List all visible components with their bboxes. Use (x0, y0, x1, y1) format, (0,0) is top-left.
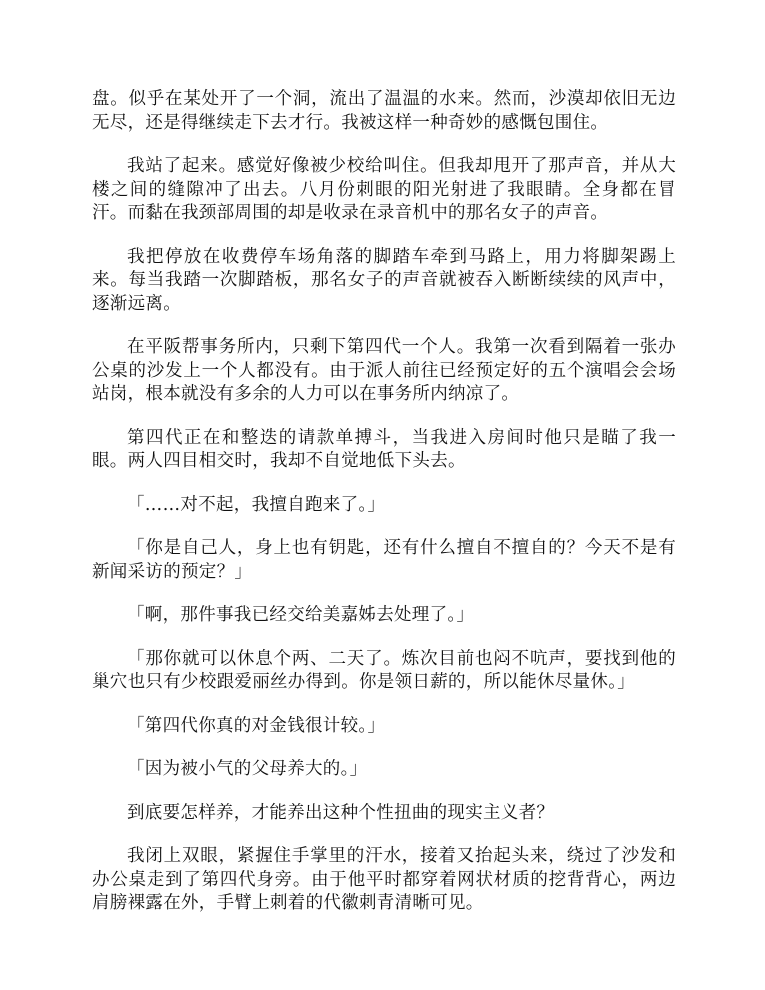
paragraph-1: 盘。似乎在某处开了一个洞，流出了温温的水来。然而，沙漠却依旧无边无尽，还是得继续走下去才行。我被这样一种奇妙的感慨包围住。 (92, 89, 676, 133)
paragraph-2: 我站了起来。感觉好像被少校给叫住。但我却甩开了那声音，并从大楼之间的缝隙冲了出去。八月份刺眼的阳光射进了我眼睛。全身都在冒汗。而黏在我颈部周围的却是收录在录音机中的那名女子的声音。 (92, 156, 676, 223)
paragraph-7: 「你是自己人，身上也有钥匙，还有什么擅自不擅自的？今天不是有新闻采访的预定？」 (92, 538, 676, 582)
paragraph-6: 「……对不起，我擅自跑来了。」 (127, 494, 386, 515)
paragraph-12: 到底要怎样养，才能养出这种个性扭曲的现实主义者？ (127, 802, 555, 823)
paragraph-3: 我把停放在收费停车场角落的脚踏车牵到马路上，用力将脚架踢上来。每当我踏一次脚踏板，那名女子的声音就被吞入断断续续的风声中，逐渐远离。 (92, 246, 676, 314)
paragraph-10: 「第四代你真的对金钱很计较。」 (127, 715, 386, 736)
paragraph-9: 「那你就可以休息个两、二天了。炼次目前也闷不吭声，要找到他的巢穴也只有少校跟爱丽丝办得到。你是领日薪的，所以能休尽量休。」 (92, 648, 676, 692)
paragraph-8: 「啊，那件事我已经交给美嘉姊去处理了。」 (127, 605, 475, 625)
paragraph-5: 第四代正在和整迭的请款单搏斗，当我进入房间时他只是瞄了我一眼。两人四目相交时，我却不自觉地低下头去。 (92, 427, 676, 471)
paragraph-13: 我闭上双眼，紧握住手掌里的汗水，接着又抬起头来，绕过了沙发和办公桌走到了第四代身旁。由于他平时都穿着网状材质的挖背背心，两边肩膀裸露在外，手臂上刺着的代徽刺青清晰可见。 (92, 846, 676, 913)
document-page (92, 88, 676, 936)
paragraph-11: 「因为被小气的父母养大的。」 (127, 759, 368, 779)
paragraph-4: 在平阪帮事务所内，只剩下第四代一个人。我第一次看到隔着一张办公桌的沙发上一个人都没有。由于派人前往已经预定好的五个演唱会会场站岗，根本就没有多余的人力可以在事务所内纳凉了。 (92, 337, 676, 404)
